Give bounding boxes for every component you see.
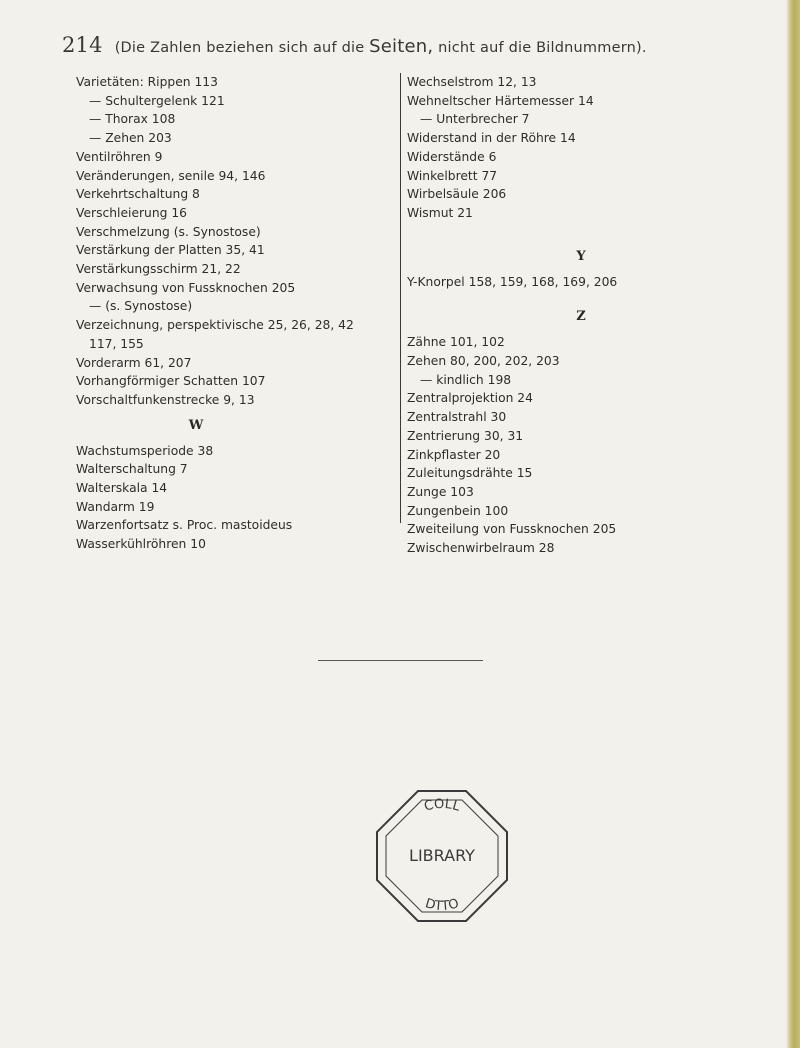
index-entry: — Schultergelenk 121 [89, 93, 225, 108]
index-entry: Vorschaltfunkenstrecke 9, 13 [76, 392, 255, 407]
entries-z [407, 333, 767, 557]
index-entry: Warzenfortsatz s. Proc. mastoideus [76, 518, 293, 533]
index-entry: Zwischenwirbelraum 28 [407, 541, 555, 556]
index-entry: — (s. Synostose) [89, 299, 193, 314]
svg-text:DTTO: DTTO [423, 896, 461, 915]
index-entry: Widerstände 6 [407, 149, 497, 164]
column-divider [400, 73, 401, 523]
header-note-end: nicht auf die Bildnummern). [433, 40, 647, 56]
index-entry: Zunge 103 [407, 484, 474, 499]
header-note-emphasis: Seiten, [369, 36, 434, 57]
index-column-left [76, 73, 386, 554]
index-entry: 117, 155 [89, 336, 144, 351]
index-entry: Zentralprojektion 24 [407, 391, 533, 406]
index-entry: Vorhangförmiger Schatten 107 [76, 374, 266, 389]
index-entry: Vorderarm 61, 207 [76, 355, 192, 370]
index-entry: Verschmelzung (s. Synostose) [76, 224, 261, 239]
index-entry: Zehen 80, 200, 202, 203 [407, 354, 560, 369]
index-entry: Varietäten: Rippen 113 [76, 75, 218, 89]
index-entry: Zungenbein 100 [407, 503, 509, 518]
index-entry: Wechselstrom 12, 13 [407, 75, 537, 89]
index-entry: Ventilröhren 9 [76, 149, 163, 164]
index-entry: Verwachsung von Fussknochen 205 [76, 280, 296, 295]
index-entry: Wandarm 19 [76, 499, 155, 514]
index-entry: Zähne 101, 102 [407, 335, 505, 350]
entries-w-left [76, 442, 386, 554]
section-letter-w: W [188, 417, 204, 433]
index-entry: Wehneltscher Härtemesser 14 [407, 93, 594, 108]
section-letter-z: Z [576, 309, 586, 325]
svg-text:LIBRARY: LIBRARY [409, 846, 475, 865]
end-rule [318, 660, 483, 661]
index-entry: — Thorax 108 [89, 112, 176, 127]
index-entry: Wismut 21 [407, 205, 473, 220]
index-entry: Wachstumsperiode 38 [76, 443, 214, 458]
index-entry: Verstärkungsschirm 21, 22 [76, 262, 241, 277]
index-entry: Verzeichnung, perspektivische 25, 26, 28, 42 [76, 318, 354, 333]
index-entry: Winkelbrett 77 [407, 168, 498, 183]
index-entry: Zweiteilung von Fussknochen 205 [407, 522, 617, 537]
library-stamp [372, 786, 512, 926]
index-entry: Wasserkühlröhren 10 [76, 537, 206, 552]
index-entry: Verkehrtschaltung 8 [76, 187, 200, 202]
index-entry: Zentralstrahl 30 [407, 410, 507, 425]
page-edge [786, 0, 800, 1048]
index-entry: Zentrierung 30, 31 [407, 428, 524, 443]
index-entry: Wirbelsäule 206 [407, 187, 507, 202]
index-entry: Veränderungen, senile 94, 146 [76, 168, 266, 183]
index-entry: Walterskala 14 [76, 481, 168, 496]
index-entry: Y-Knorpel 158, 159, 168, 169, 206 [407, 274, 618, 289]
index-entry: Walterschaltung 7 [76, 462, 188, 477]
index-entry: Widerstand in der Röhre 14 [407, 131, 576, 146]
index-entry: Verschleierung 16 [76, 205, 188, 220]
entries-w-right [407, 73, 767, 223]
index-entry: Zuleitungsdrähte 15 [407, 466, 533, 481]
index-entry: — Unterbrecher 7 [420, 112, 530, 127]
index-entry: — Zehen 203 [89, 131, 172, 146]
entries-v [76, 73, 386, 410]
index-entry: — kindlich 198 [420, 372, 512, 387]
entries-y [407, 273, 767, 292]
page-header [62, 33, 647, 57]
svg-text:COLL: COLL [422, 796, 462, 815]
index-entry: Verstärkung der Platten 35, 41 [76, 243, 265, 258]
section-letter-y: Y [576, 248, 586, 264]
index-entry: Zinkpflaster 20 [407, 447, 501, 462]
index-column-right [407, 73, 767, 558]
header-note-start: (Die Zahlen beziehen sich auf die [114, 40, 370, 56]
page-number: 214 [62, 33, 103, 57]
